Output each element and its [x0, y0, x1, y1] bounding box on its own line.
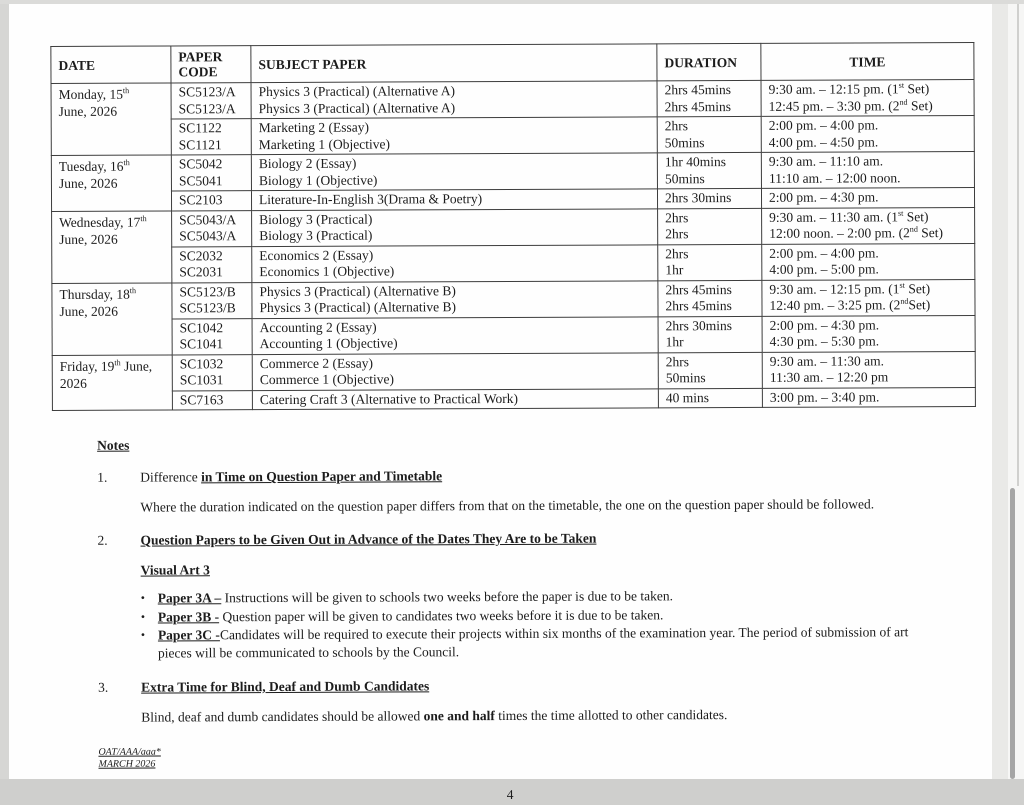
note-body: Where the duration indicated on the question paper differs from that on the timetable, the one on the question paper should be followed.	[140, 496, 875, 515]
timetable-row	[51, 115, 974, 155]
bullet-icon: •	[140, 627, 146, 642]
date-cell: Thursday, 18th June, 2026	[52, 282, 172, 355]
time-cell: 9:30 am. – 11:30 am. (1st Set) 12:00 noon. – 2:00 pm. (2nd Set)	[762, 207, 975, 244]
date-cell: Tuesday, 16th June, 2026	[51, 155, 171, 211]
bullet-item	[141, 623, 933, 661]
duration-cell: 2hrs 30mins	[657, 188, 761, 208]
paper-code-cell: SC5123/A SC5123/A	[171, 83, 251, 119]
bullet-text: Paper 3A – Instructions will be given to schools two weeks before the paper is due to be taken.	[157, 588, 674, 606]
bullet-item	[141, 605, 933, 626]
page-number: 4	[506, 786, 514, 803]
duration-cell: 2hrs 2hrs	[658, 208, 762, 244]
timetable-row	[52, 351, 975, 391]
paper-code-cell: SC2103	[171, 191, 251, 211]
note-number: 1.	[97, 469, 108, 485]
duration-cell: 2hrs 30mins 1hr	[658, 316, 762, 352]
note-bullet-list	[141, 586, 933, 661]
subject-paper-cell: Physics 3 (Practical) (Alternative B) Physics 3 (Practical) (Alternative B)	[252, 280, 658, 318]
date-cell: Monday, 15th June, 2026	[51, 83, 171, 156]
duration-cell: 2hrs 45mins 2hrs 45mins	[657, 80, 761, 116]
timetable-row	[52, 315, 975, 355]
time-cell: 2:00 pm. – 4:30 pm.	[761, 187, 974, 207]
subject-paper-cell: Biology 3 (Practical) Biology 3 (Practical)	[252, 208, 658, 246]
time-cell: 2:00 pm. – 4:30 pm. 4:30 pm. – 5:30 pm.	[762, 315, 975, 352]
subject-paper-cell: Physics 3 (Practical) (Alternative A) Physics 3 (Practical) (Alternative A)	[251, 81, 657, 119]
subject-paper-cell: Economics 2 (Essay) Economics 1 (Objective)	[252, 244, 658, 282]
paper-code-cell: SC1032 SC1031	[172, 354, 252, 390]
timetable-row	[51, 151, 974, 191]
time-cell: 9:30 am. – 12:15 pm. (1st Set) 12:40 pm. – 3:25 pm. (2ndSet)	[762, 279, 975, 316]
paper-code-cell: SC2032 SC2031	[172, 246, 252, 282]
time-cell: 2:00 pm. – 4:00 pm. 4:00 pm. – 4:50 pm.	[761, 115, 974, 152]
subject-paper-cell: Literature-In-English 3(Drama & Poetry)	[251, 189, 657, 210]
timetable-row	[52, 387, 975, 411]
note-item-3	[98, 676, 1009, 726]
time-cell: 9:30 am. – 11:30 am. 11:30 am. – 12:20 pm	[762, 351, 975, 388]
subject-paper-cell: Accounting 2 (Essay) Accounting 1 (Objective)	[252, 316, 658, 354]
note-body: Blind, deaf and dumb candidates should be allowed one and half times the time allotted to other candidates.	[141, 707, 728, 725]
duration-cell: 1hr 40mins 50mins	[657, 152, 761, 188]
photo-edge-top	[0, 0, 1024, 4]
duration-cell: 2hrs 1hr	[658, 244, 762, 280]
bullet-item	[141, 586, 933, 607]
col-header-subject-paper: SUBJECT PAPER	[251, 44, 657, 83]
col-header-paper-code: PAPER CODE	[171, 46, 251, 83]
subject-paper-cell: Marketing 2 (Essay) Marketing 1 (Objective)	[251, 117, 657, 155]
note-item-1	[97, 466, 1008, 516]
col-header-duration: DURATION	[657, 43, 761, 80]
timetable-row	[51, 79, 974, 119]
bullet-icon: •	[140, 590, 145, 605]
note-item-2	[97, 529, 1009, 662]
reference-code: OAT/AAA/aaa*	[98, 746, 161, 758]
col-header-time: TIME	[761, 42, 974, 80]
paper-code-cell: SC1042 SC1041	[172, 318, 252, 354]
paper-code-cell: SC5043/A SC5043/A	[172, 210, 252, 246]
time-cell: 2:00 pm. – 4:00 pm. 4:00 pm. – 5:00 pm.	[762, 243, 975, 280]
duration-cell: 2hrs 50mins	[658, 352, 762, 388]
note-number: 3.	[98, 679, 109, 695]
timetable-row	[52, 207, 975, 247]
reference-date: MARCH 2026	[98, 758, 156, 770]
col-header-date: DATE	[51, 46, 171, 84]
document-reference	[98, 743, 1009, 770]
subject-paper-cell: Commerce 2 (Essay) Commerce 1 (Objective)	[252, 352, 658, 390]
duration-cell: 40 mins	[658, 388, 762, 408]
paper-code-cell: SC7163	[172, 390, 252, 410]
note-heading: Difference in Time on Question Paper and Timetable	[140, 468, 443, 485]
timetable-header-row	[51, 42, 974, 83]
bullet-text: Paper 3C -Candidates will be required to execute their projects within six months of the examination year. The period of submission of art pieces will be communicated to schools by the Council.	[157, 624, 909, 661]
time-cell: 9:30 am. – 11:10 am. 11:10 am. – 12:00 noon.	[761, 151, 974, 188]
notes-section	[97, 434, 1009, 726]
subject-paper-cell: Catering Craft 3 (Alternative to Practical Work)	[252, 388, 658, 409]
timetable-row	[52, 279, 975, 319]
paper-code-cell: SC5042 SC5041	[171, 155, 251, 191]
time-cell: 3:00 pm. – 3:40 pm.	[762, 387, 975, 407]
scrollbar-thumb[interactable]	[1010, 488, 1015, 779]
paper-code-cell: SC5123/B SC5123/B	[172, 282, 252, 318]
time-cell: 9:30 am. – 12:15 pm. (1st Set) 12:45 pm. – 3:30 pm. (2nd Set)	[761, 79, 974, 116]
bullet-text: Paper 3B - Question paper will be given to candidates two weeks before it is due to be taken.	[157, 606, 664, 625]
notes-title: Notes	[97, 437, 130, 453]
note-subheading: Visual Art 3	[140, 562, 210, 578]
note-heading: Extra Time for Blind, Deaf and Dumb Candidates	[141, 678, 430, 695]
date-cell: Friday, 19th June, 2026	[52, 354, 172, 410]
timetable-row	[52, 243, 975, 283]
duration-cell: 2hrs 50mins	[657, 116, 761, 152]
subject-paper-cell: Biology 2 (Essay) Biology 1 (Objective)	[251, 153, 657, 191]
document-page	[9, 4, 1008, 803]
bullet-icon: •	[140, 609, 146, 624]
exam-timetable	[50, 42, 976, 411]
date-cell: Wednesday, 17th June, 2026	[52, 210, 172, 283]
note-number: 2.	[97, 532, 108, 548]
note-heading: Question Papers to be Given Out in Advance of the Dates They Are to be Taken	[140, 530, 597, 548]
page-edge-line	[1017, 0, 1019, 486]
duration-cell: 2hrs 45mins 2hrs 45mins	[658, 280, 762, 316]
paper-code-cell: SC1122 SC1121	[171, 119, 251, 155]
